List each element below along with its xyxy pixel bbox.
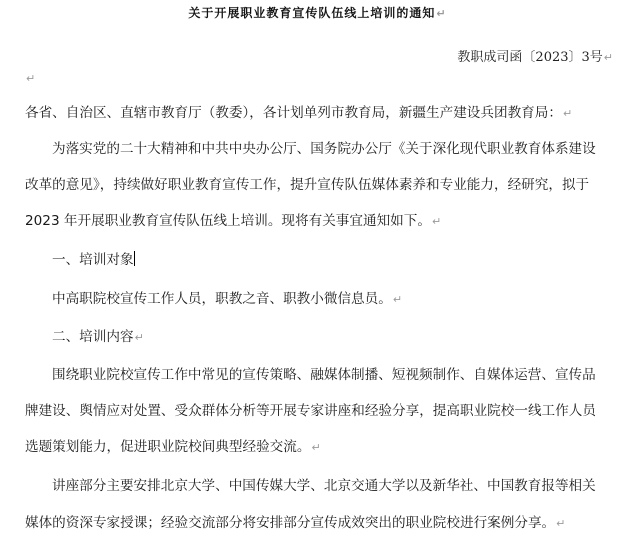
intro-line-2[interactable] <box>25 176 589 194</box>
section2-heading[interactable] <box>52 328 144 347</box>
empty-paragraph[interactable] <box>25 67 35 86</box>
document-title <box>0 4 635 21</box>
body-text: 改革的意见》，持续做好职业教育宣传工作，提升宣传队伍媒体素养和专业能力，经研究，拟于 <box>25 177 590 193</box>
section2-para2-line-2[interactable] <box>25 514 565 533</box>
paragraph-mark-icon: ↵ <box>436 7 447 20</box>
body-text: 围绕职业院校宣传工作中常见的宣传策略、融媒体制播、短视频制作、自媒体运营、宣传品 <box>52 367 596 383</box>
paragraph-mark-icon: ↵ <box>392 293 403 306</box>
paragraph-mark-icon: ↵ <box>562 107 573 120</box>
section2-para1-line-3[interactable] <box>25 438 321 457</box>
body-text: 牌建设、舆情应对处置、受众群体分析等开展专家讲座和经验分享，提高职业院校一线工作人员 <box>25 403 596 419</box>
text-cursor <box>134 251 135 266</box>
section1-heading[interactable] <box>52 251 135 269</box>
salutation-line[interactable] <box>25 104 572 123</box>
body-text: 选题策划能力，促进职业院校间典型经验交流。 <box>25 439 311 455</box>
body-text: 为落实党的二十大精神和中共中央办公厅、国务院办公厅《关于深化现代职业教育体系建设 <box>52 141 596 157</box>
section2-para1-line-2[interactable] <box>25 402 596 420</box>
paragraph-mark-icon: ↵ <box>603 51 613 64</box>
paragraph-mark-icon: ↵ <box>134 331 144 344</box>
document-number <box>457 46 613 65</box>
paragraph-mark-icon: ↵ <box>311 441 321 454</box>
body-text: 2023 年开展职业教育宣传队伍线上培训。现将有关事宜通知如下。 <box>25 213 431 229</box>
section1-body[interactable] <box>52 290 402 309</box>
paragraph-mark-icon: ↵ <box>26 72 36 85</box>
salutation-text: 各省、自治区、直辖市教育厅（教委），各计划单列市教育局，新疆生产建设兵团教育局： <box>25 105 562 121</box>
body-text: 中高职院校宣传工作人员，职教之音、职教小微信息员。 <box>52 291 392 307</box>
intro-line-3[interactable] <box>25 212 441 231</box>
section2-para1-line-1[interactable] <box>52 366 596 384</box>
paragraph-mark-icon: ↵ <box>431 215 442 228</box>
document-number-text: 教职成司函〔2023〕3号 <box>457 50 603 65</box>
paragraph-mark-icon: ↵ <box>556 517 566 530</box>
intro-line-1[interactable] <box>52 140 596 158</box>
body-text: 媒体的资深专家授课；经验交流部分将安排部分宣传成效突出的职业院校进行案例分享。 <box>25 515 556 531</box>
body-text: 讲座部分主要安排北京大学、中国传媒大学、北京交通大学以及新华社、中国教育报等相关 <box>52 478 596 494</box>
document-title-text: 关于开展职业教育宣传队伍线上培训的通知 <box>188 6 436 20</box>
section-heading-text: 一、培训对象 <box>52 252 134 268</box>
section-heading-text: 二、培训内容 <box>52 329 134 345</box>
section2-para2-line-1[interactable] <box>52 477 596 495</box>
